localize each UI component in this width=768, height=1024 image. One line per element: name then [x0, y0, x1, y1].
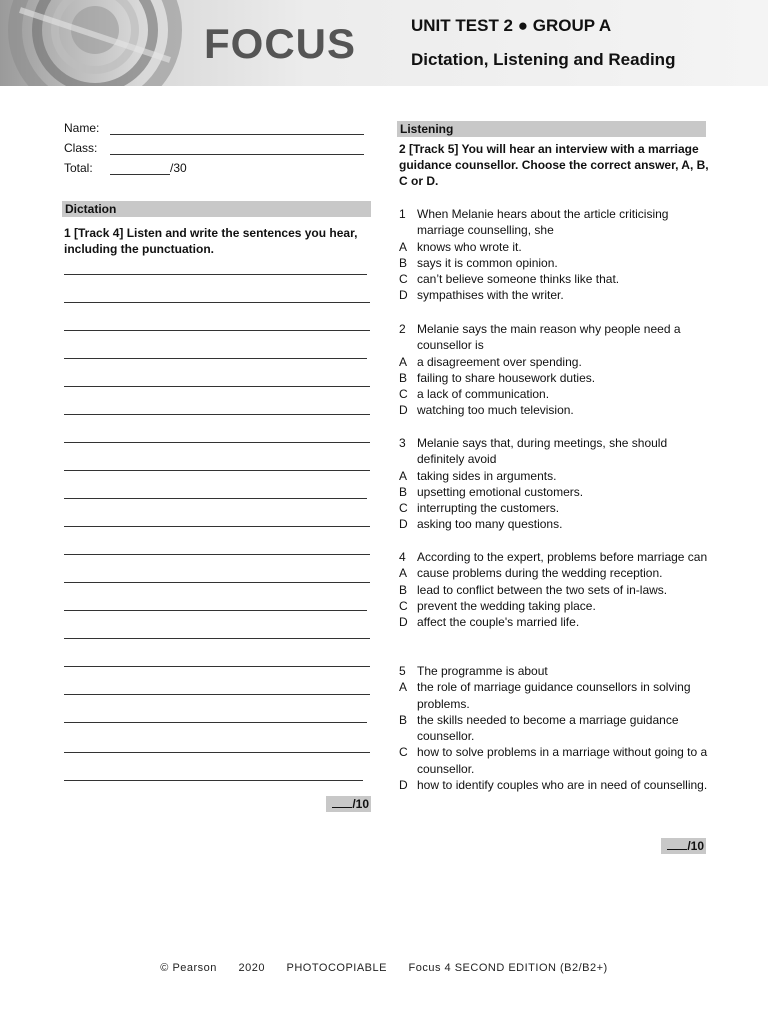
dictation-instruction: 1 [Track 4] Listen and write the sentences you hear, including the punctuation. — [64, 226, 358, 256]
option-text: interrupting the customers. — [417, 501, 560, 516]
dictation-writing-line[interactable] — [64, 780, 363, 781]
answer-option[interactable] — [399, 287, 709, 303]
edition-label: Focus 4 SECOND EDITION (B2/B2+) — [408, 962, 608, 974]
listening-heading: Listening — [397, 121, 706, 137]
dictation-writing-line[interactable] — [64, 470, 370, 471]
total-max: /30 — [170, 161, 187, 175]
option-text: how to solve problems in a marriage without going to a counsellor. — [417, 745, 708, 776]
option-text: taking sides in arguments. — [417, 468, 557, 483]
question-2 — [399, 321, 709, 419]
option-letter: B — [399, 484, 408, 499]
option-letter: A — [399, 354, 408, 369]
dictation-writing-line[interactable] — [64, 386, 370, 387]
total-line[interactable] — [110, 162, 170, 175]
option-text: the role of marriage guidance counsellors in solving problems. — [417, 680, 691, 711]
answer-option[interactable] — [399, 582, 709, 598]
answer-option[interactable] — [399, 598, 709, 614]
option-letter: B — [399, 370, 408, 385]
dictation-score-box[interactable] — [326, 796, 371, 812]
answer-option[interactable] — [399, 354, 709, 370]
option-letter: A — [399, 566, 408, 581]
unit-test-subtitle: Dictation, Listening and Reading — [411, 50, 676, 69]
question-stem: According to the expert, problems before marriage can — [417, 550, 708, 564]
score-blank[interactable] — [332, 796, 352, 808]
dictation-writing-line[interactable] — [64, 666, 370, 667]
answer-option[interactable] — [399, 565, 709, 581]
dictation-score-max: /10 — [352, 797, 369, 811]
question-3 — [399, 435, 709, 533]
question-number: 1 — [399, 207, 406, 221]
dictation-writing-line[interactable] — [64, 638, 370, 639]
name-field[interactable] — [64, 121, 364, 135]
option-text: a disagreement over spending. — [417, 354, 582, 369]
answer-option[interactable] — [399, 484, 709, 500]
option-text: sympathises with the writer. — [417, 288, 564, 303]
option-letter: C — [399, 745, 408, 760]
question-5 — [399, 663, 709, 793]
option-text: a lack of communication. — [417, 387, 550, 402]
answer-option[interactable] — [399, 712, 709, 745]
listening-score-box[interactable] — [661, 838, 706, 854]
answer-option[interactable] — [399, 402, 709, 418]
answer-option[interactable] — [399, 679, 709, 712]
focus-logo-graphic — [0, 0, 200, 86]
dictation-writing-line[interactable] — [64, 414, 370, 415]
option-text: failing to share housework duties. — [417, 370, 596, 385]
question-stem: When Melanie hears about the article criticising marriage counselling, she — [417, 207, 669, 238]
focus-logo: FOCUS — [204, 20, 356, 67]
option-text: prevent the wedding taking place. — [417, 598, 596, 613]
footer-year: 2020 — [238, 962, 265, 974]
option-letter: A — [399, 468, 408, 483]
option-letter: B — [399, 255, 408, 270]
dictation-heading: Dictation — [62, 201, 371, 217]
option-text: upsetting emotional customers. — [417, 484, 584, 499]
option-text: says it is common opinion. — [417, 255, 558, 270]
dictation-writing-line[interactable] — [64, 554, 370, 555]
dictation-writing-line[interactable] — [64, 358, 367, 359]
listening-score-max: /10 — [687, 839, 704, 853]
dictation-writing-line[interactable] — [64, 526, 370, 527]
option-letter: D — [399, 778, 408, 793]
total-label: Total: — [64, 161, 93, 175]
answer-option[interactable] — [399, 370, 709, 386]
dictation-writing-line[interactable] — [64, 582, 370, 583]
option-text: asking too many questions. — [417, 517, 563, 532]
name-line[interactable] — [110, 122, 364, 135]
page-footer — [0, 962, 768, 974]
option-text: watching too much television. — [417, 403, 574, 418]
question-number: 3 — [399, 436, 406, 450]
option-text: can’t believe someone thinks like that. — [417, 272, 620, 287]
option-text: knows who wrote it. — [417, 239, 522, 254]
score-blank[interactable] — [667, 838, 687, 850]
option-letter: D — [399, 517, 408, 532]
answer-option[interactable] — [399, 516, 709, 532]
option-text: the skills needed to become a marriage guidance counsellor. — [417, 712, 679, 744]
dictation-writing-line[interactable] — [64, 498, 367, 499]
option-letter: C — [399, 598, 408, 613]
answer-option[interactable] — [399, 744, 709, 777]
answer-option[interactable] — [399, 468, 709, 484]
option-letter: C — [399, 387, 408, 402]
question-stem: Melanie says the main reason why people need a counsellor is — [417, 322, 681, 353]
photocopiable-label: PHOTOCOPIABLE — [286, 962, 387, 974]
answer-option[interactable] — [399, 255, 709, 271]
option-letter: D — [399, 403, 408, 418]
question-1 — [399, 206, 709, 304]
dictation-writing-line[interactable] — [64, 330, 370, 331]
class-line[interactable] — [110, 142, 364, 155]
option-text: affect the couple's married life. — [417, 615, 580, 630]
question-number: 5 — [399, 664, 406, 678]
page-header — [0, 0, 768, 86]
answer-option[interactable] — [399, 386, 709, 402]
total-field[interactable] — [64, 161, 187, 175]
dictation-writing-line[interactable] — [64, 274, 367, 275]
unit-test-title: UNIT TEST 2 ● GROUP A — [411, 16, 612, 35]
answer-option[interactable] — [399, 239, 709, 255]
option-letter: D — [399, 615, 408, 630]
option-letter: B — [399, 712, 408, 727]
question-number: 4 — [399, 550, 406, 564]
option-text: cause problems during the wedding reception. — [417, 566, 663, 581]
dictation-writing-line[interactable] — [64, 722, 367, 723]
answer-option[interactable] — [399, 500, 709, 516]
copyright: © Pearson — [160, 962, 217, 974]
question-stem: Melanie says that, during meetings, she should definitely avoid — [417, 436, 668, 467]
option-letter: A — [399, 680, 408, 695]
answer-option[interactable] — [399, 777, 709, 793]
class-field[interactable] — [64, 141, 364, 155]
option-text: how to identify couples who are in need of counselling. — [417, 778, 708, 793]
dictation-writing-line[interactable] — [64, 442, 370, 443]
option-text: lead to conflict between the two sets of in-laws. — [417, 582, 668, 597]
dictation-writing-line[interactable] — [64, 610, 367, 611]
dictation-writing-line[interactable] — [64, 302, 370, 303]
dictation-writing-line[interactable] — [64, 694, 370, 695]
option-letter: A — [399, 239, 408, 254]
question-stem: The programme is about — [417, 664, 548, 678]
dictation-writing-line[interactable] — [64, 752, 370, 753]
option-letter: D — [399, 288, 408, 303]
option-letter: C — [399, 272, 408, 287]
answer-option[interactable] — [399, 271, 709, 287]
option-letter: B — [399, 582, 408, 597]
class-label: Class: — [64, 141, 98, 155]
listening-instruction: 2 [Track 5] You will hear an interview with a marriage guidance counsellor. Choose the correct answer, A, B, C or D. — [399, 142, 709, 188]
question-4 — [399, 549, 709, 630]
name-label: Name: — [64, 121, 100, 135]
question-number: 2 — [399, 322, 406, 336]
option-letter: C — [399, 501, 408, 516]
answer-option[interactable] — [399, 614, 709, 630]
